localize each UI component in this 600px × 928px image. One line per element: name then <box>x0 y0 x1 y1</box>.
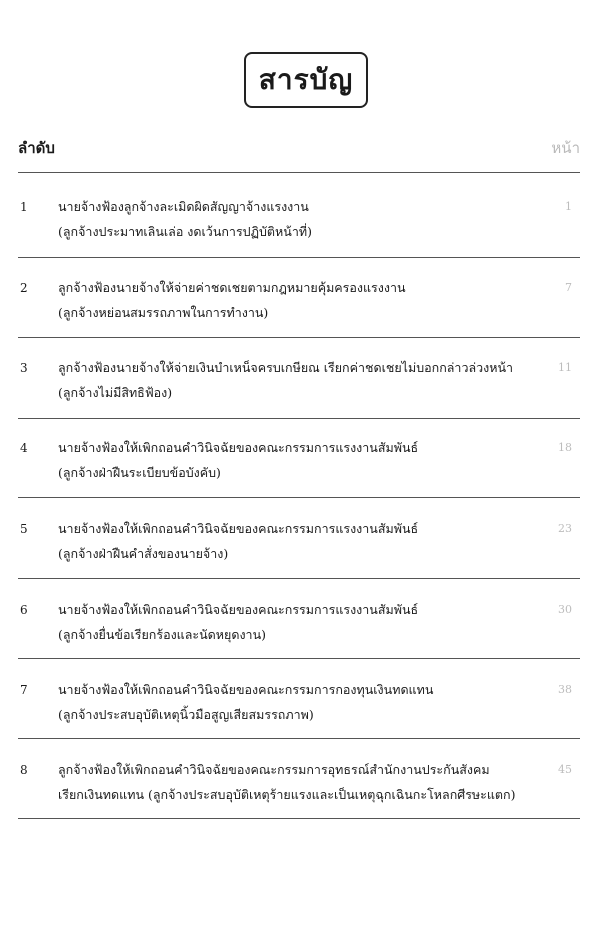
entry-title: ลูกจ้างฟ้องให้เพิกถอนคำวินิจฉัยของคณะกรรมการอุทธรณ์สำนักงานประกันสังคม <box>58 762 490 777</box>
entry-page-number: 7 <box>565 281 572 294</box>
entry-number: 5 <box>20 522 28 536</box>
toc-entry <box>0 361 600 421</box>
entry-page-number: 11 <box>558 361 572 374</box>
entry-page-number: 1 <box>565 200 572 213</box>
divider <box>18 738 580 739</box>
toc-entry <box>0 683 600 743</box>
toc-entry <box>0 522 600 582</box>
divider <box>18 658 580 659</box>
toc-entry <box>0 603 600 663</box>
divider <box>18 337 580 338</box>
toc-entry <box>0 763 600 823</box>
entry-title: นายจ้างฟ้องให้เพิกถอนคำวินิจฉัยของคณะกรรมการแรงงานสัมพันธ์ <box>58 602 419 617</box>
entry-number: 8 <box>20 763 28 777</box>
entry-number: 4 <box>20 441 28 455</box>
entry-page-number: 30 <box>558 603 572 616</box>
divider <box>18 172 580 173</box>
toc-entry <box>0 441 600 501</box>
entry-title: นายจ้างฟ้องให้เพิกถอนคำวินิจฉัยของคณะกรรมการกองทุนเงินทดแทน <box>58 682 434 697</box>
toc-header <box>18 136 580 160</box>
entry-title: นายจ้างฟ้องให้เพิกถอนคำวินิจฉัยของคณะกรรมการแรงงานสัมพันธ์ <box>58 521 419 536</box>
entry-page-number: 38 <box>558 683 572 696</box>
entry-page-number: 23 <box>558 522 572 535</box>
divider <box>18 418 580 419</box>
toc-entry <box>0 281 600 341</box>
order-column-label: ลำดับ <box>18 139 55 157</box>
divider <box>18 578 580 579</box>
divider <box>18 497 580 498</box>
entry-page-number: 18 <box>558 441 572 454</box>
entry-subtitle: (ลูกจ้างฝ่าฝืนคำสั่งของนายจ้าง) <box>58 546 229 561</box>
entry-title: นายจ้างฟ้องลูกจ้างละเมิดผิดสัญญาจ้างแรงงาน <box>58 199 309 214</box>
entry-title: ลูกจ้างฟ้องนายจ้างให้จ่ายค่าชดเชยตามกฎหมายคุ้มครองแรงงาน <box>58 280 406 295</box>
entry-subtitle: (ลูกจ้างฝ่าฝืนระเบียบข้อบังคับ) <box>58 465 221 480</box>
divider <box>18 818 580 819</box>
entry-number: 6 <box>20 603 28 617</box>
entry-page-number: 45 <box>558 763 572 776</box>
entry-subtitle: (ลูกจ้างหย่อนสมรรถภาพในการทำงาน) <box>58 305 269 320</box>
entry-title: ลูกจ้างฟ้องนายจ้างให้จ่ายเงินบำเหน็จครบเกษียณ เรียกค่าชดเชยไม่บอกกล่าวล่วงหน้า <box>58 360 514 375</box>
page-title: สารบัญ <box>244 52 368 108</box>
entry-number: 2 <box>20 281 28 295</box>
divider <box>18 257 580 258</box>
entry-subtitle: เรียกเงินทดแทน (ลูกจ้างประสบอุบัติเหตุร้ายแรงและเป็นเหตุฉุกเฉินกะโหลกศีรษะแตก) <box>58 787 516 802</box>
entry-subtitle: (ลูกจ้างประสบอุบัติเหตุนิ้วมือสูญเสียสมรรถภาพ) <box>58 707 314 722</box>
toc-entry <box>0 200 600 260</box>
entry-number: 7 <box>20 683 28 697</box>
entry-subtitle: (ลูกจ้างยื่นข้อเรียกร้องและนัดหยุดงาน) <box>58 627 266 642</box>
entry-subtitle: (ลูกจ้างประมาทเลินเล่อ งดเว้นการปฏิบัติหน้าที่) <box>58 224 312 239</box>
entry-title: นายจ้างฟ้องให้เพิกถอนคำวินิจฉัยของคณะกรรมการแรงงานสัมพันธ์ <box>58 440 419 455</box>
entry-subtitle: (ลูกจ้างไม่มีสิทธิฟ้อง) <box>58 385 173 400</box>
entry-number: 1 <box>20 200 28 214</box>
page-column-label: หน้า <box>551 139 580 157</box>
entry-number: 3 <box>20 361 28 375</box>
